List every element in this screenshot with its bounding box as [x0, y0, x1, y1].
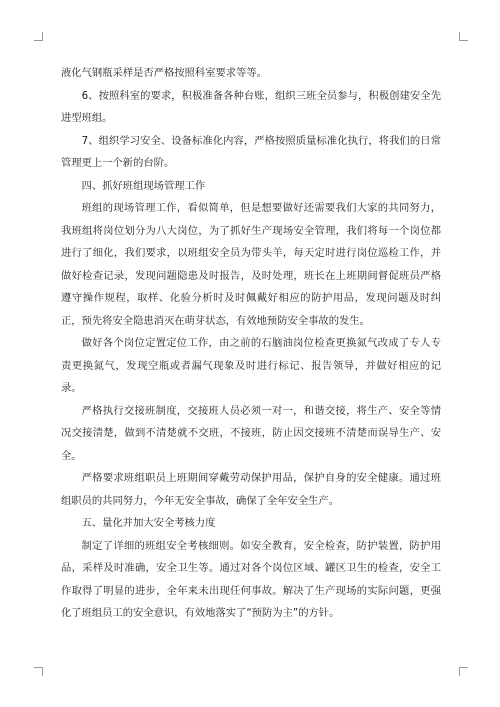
paragraph-site-management: 班组的现场管理工作，看似简单，但是想要做好还需要我们大家的共同努力，我班组将岗位划分为八大岗位，为了抓好生产现场安全管理，我们将每一个岗位都进行了细化，我们要求，以班组安全员为带头羊，每天定时进行岗位巡检工作，并做好检查记录，发现问题隐患及时报告，及时处理，班长在上班期间督促班员严格遵守操作规程，取样、化验分析时及时佩戴好相应的防护用品，发现问题及时纠正，预先将安全隐患消灭在萌芽状态，有效地预防安全事故的发生。 — [61, 202, 441, 327]
crop-mark-top-left — [34, 32, 43, 41]
document-body — [61, 62, 441, 625]
section-heading-5: 五、量化并加大安全考核力度 — [81, 517, 216, 529]
paragraph-assessment-rules: 制定了详细的班组安全考核细则。如安全教育，安全检查，防护装置，防护用品，采样及时准确，安全卫生等。通过对各个岗位区域、罐区卫生的检查，安全工作取得了明显的进步，全年来未出现任何事故。解决了生产现场的实际问题，更强化了班组员工的安全意识，有效地落实了“预防为主”的方针。 — [61, 539, 441, 619]
section-heading-4: 四、抓好班组现场管理工作 — [81, 179, 206, 192]
paragraph-item-6: 6、按照科室的要求，积极准备各种台账，组织三班全员参与，积极创建安全先进型班组。 — [61, 89, 441, 124]
paragraph-protective-equipment: 严格要求班组职员上班期间穿戴劳动保护用品，保护自身的安全健康。通过班组职员的共同努力，今年无安全事故，确保了全年安全生产。 — [61, 472, 441, 507]
paragraph-continuation: 液化气钢瓶采样是否严格按照科室要求等等。 — [61, 67, 267, 79]
paragraph-item-7: 7、组织学习安全、设备标准化内容，严格按照质量标准化执行，将我们的日常管理更上一个新的台阶。 — [61, 134, 441, 169]
paragraph-shift-handover: 严格执行交接班制度，交接班人员必须一对一，和谐交接，将生产、安全等情况交接清楚，做到不清楚就不交班，不接班，防止因交接班不清楚而误导生产、安全。 — [61, 404, 441, 462]
paragraph-positioning: 做好各个岗位定置定位工作，由之前的石脑油岗位检查更换氮气改成了专人专责更换氮气，发现空瓶或者漏气现象及时进行标记、报告领导，并做好相应的记录。 — [61, 337, 441, 394]
crop-mark-bottom-right — [459, 667, 468, 676]
crop-mark-top-right — [459, 32, 468, 41]
crop-mark-bottom-left — [34, 667, 43, 676]
